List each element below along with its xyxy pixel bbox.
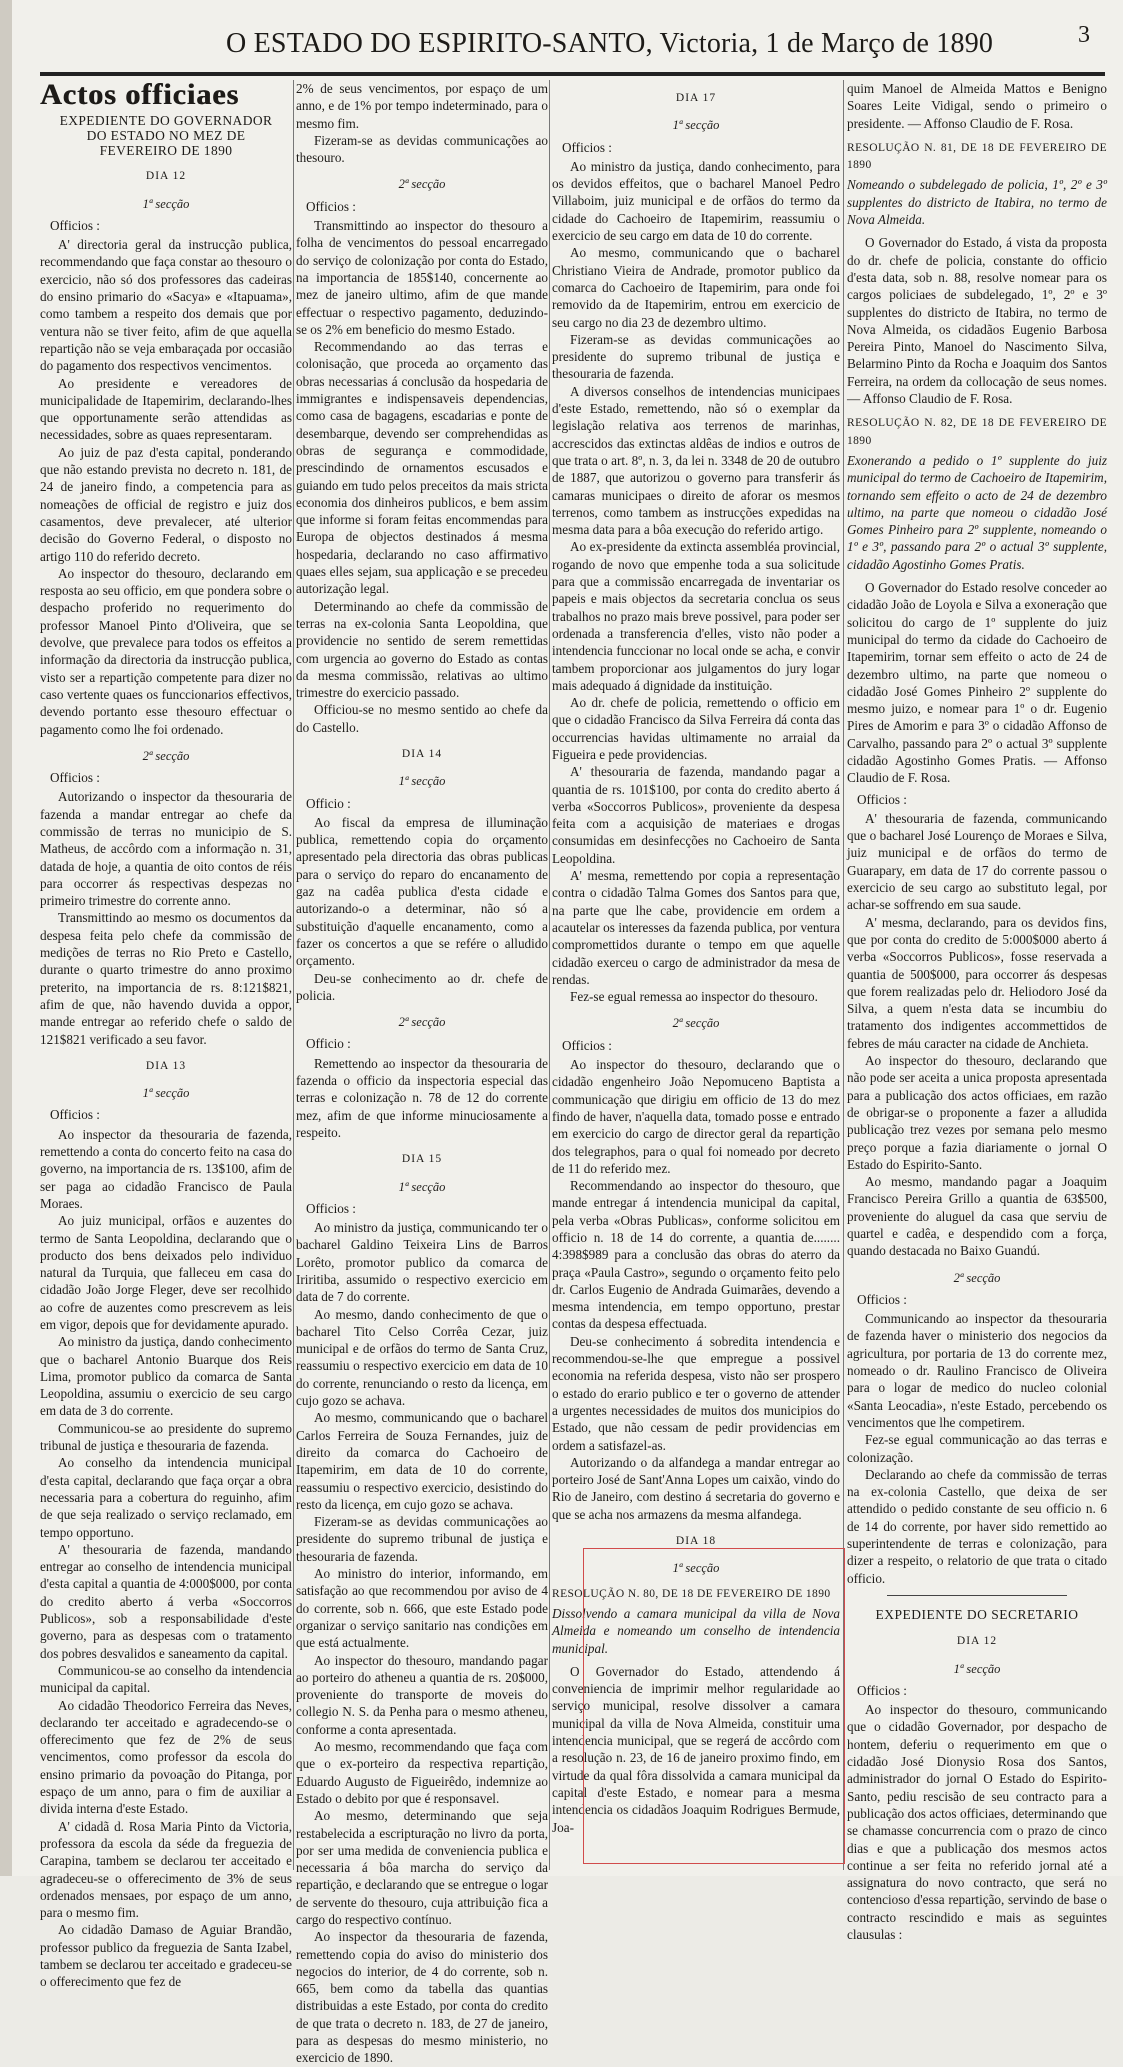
resolution-summary: Exonerando a pedido o 1º supplente do juiz municipal do termo de Cachoeiro de Itapemirim, tornando sem effeito o acto de 24 de dezembro ultimo, na parte que nomeou o cidadão José Gomes Pinheiro para 2º supplente, nomeando o 1º e 3º, passando para 2º o actual 3º supplente, cidadão Agostinho Gomes Pratis. <box>847 452 1107 572</box>
paragraph: Ao mesmo, recommendando que faça com que o ex-porteiro da respectiva repartição, Eduardo Augusto de Figueirêdo, indemnize ao Estado o debito por que é responsavel. <box>296 1739 548 1806</box>
paragraph: Fez-se egual remessa ao inspector do thesouro. <box>570 989 818 1005</box>
paragraph: 2% de seus vencimentos, por espaço de um anno, e de 1% por tempo indeterminado, para o mesmo fim. <box>296 81 548 131</box>
paragraph: Transmittindo ao mesmo os documentos da despesa feita pelo chefe da commissão de medições de terras no Rio Preto e Castello, durante o quarto trimestre do anno proximo preterito, na importancia de rs. 8:121$821, afim de que, não havendo duvida a oppor, mande entregar ao referido chefe o saldo de 121$821 verificado a seu favor. <box>40 910 292 1047</box>
paragraph: Ao mesmo, determinando que seja restabelecida a escripturação no livro da porta, por ser uma medida de conveniencia publica e necessaria á bôa marcha do serviço da repartição, e declarando que se entregue o logar de servente do thesouro, cuja attribuição fica a cargo do respectivo contínuo. <box>296 1808 548 1927</box>
section-label: 1ª secção <box>672 1561 720 1576</box>
paragraph: Ao mesmo, mandando pagar a Joaquim Francisco Pereira Grillo a quantia de 63$500, proveniente do aluguel da casa que serviu de quartel e cadêa, e despendido com a força, quando destacada no Baixo Guandú. <box>847 1174 1107 1259</box>
officios-label: Officios : <box>306 1200 356 1216</box>
paragraph: Ao ministro da justiça, communicando ter o bacharel Galdino Teixeira Lins de Barros Lorêto, promotor publico da comarca de Iriritiba, assumido o respectivo exercicio em data de 7 do corrente. <box>296 1220 548 1305</box>
paragraph: A' thesouraria de fazenda, communicando que o bacharel José Lourenço de Moraes e Silva, juiz municipal e de orfãos do termo de Guarapary, em data de 17 do corrente passou o exercicio de seu cargo ao substituto legal, por achar-se soffrendo em sua saude. <box>847 810 1107 913</box>
section-heading: Actos officiaes <box>40 78 240 111</box>
day-heading: DIA 15 <box>401 1153 443 1166</box>
paragraph: Ao inspector do thesouro, communicando que o cidadão Governador, por despacho de hontem, deferiu o requerimento em que o cidadão José Dionysio Rosa dos Santos, administrador do jornal O Estado do Espirito-Santo, pediu rescisão de seu contracto para a publicação dos actos officiaes, determinando que se chamasse concurrencia com o prazo de cinco dias e que a publicação dos mesmos actos continue a ser feita no referido jornal até a assignatura do novo contracto, que será no contencioso d'essa repartição, servindo de base o contracto rescindido e mais as seguintes clausulas : <box>847 1702 1107 1942</box>
officios-label: Officios : <box>562 139 612 155</box>
resolution-heading: RESOLUÇÃO N. 80, DE 18 DE FEVEREIRO DE 1890 <box>552 1587 831 1600</box>
section-label: 1ª secção <box>398 774 446 789</box>
column-divider <box>549 80 550 1870</box>
paragraph: Ao dr. chefe de policia, remettendo o officio em que o cidadão Francisco da Silva Ferreira dá conta das occurrencias havidas ultimamente no arraial da Figueira e pede providencias. <box>552 695 840 762</box>
paragraph: A diversos conselhos de intendencias municipaes d'este Estado, remettendo, não só o exemplar da legislação relativa aos terrenos de marinhas, accrescidos das extinctas aldêas de indios e outros de que trata o art. 8º, n. 3, da lei n. 3348 de 20 de outubro de 1887, que autorizou o governo para transferir ás camaras municipaes o direito de aforar os mesmos terrenos, como tambem as instrucções expedidas na mesma data para a bôa execução do referido artigo. <box>552 383 840 538</box>
section-label: 2ª secção <box>398 177 446 192</box>
paragraph: Ao ministro da justiça, dando conhecimento que o bacharel Antonio Buarque dos Reis Lima, promotor publico da comarca de Santa Leopoldina, assumiu o exercicio de seu cargo em data de 3 do corrente. <box>40 1334 292 1419</box>
paragraph: Fizeram-se as devidas communicações ao presidente do supremo tribunal de justiça e thesouraria de fazenda. <box>552 331 840 382</box>
officios-label: Officios : <box>306 198 356 214</box>
officio-label: Officio : <box>306 795 351 811</box>
officios-label: Officios : <box>50 217 100 233</box>
officios-label: Officios : <box>50 770 100 786</box>
day-heading: DIA 12 <box>956 1635 998 1648</box>
paragraph: A' thesouraria de fazenda, mandando pagar a quantia de rs. 101$100, por conta do credito aberto á verba «Soccorros Publicos», proveniente da despesa feita com a acquisição de materiaes e drogas consumidas em desinfecções no Cachoeiro de Santa Leopoldina. <box>552 764 840 866</box>
paragraph: Ao inspector do thesouro, declarando que não pode ser aceita a unica proposta apresentada para a publicação dos actos officiaes, em razão de obrigar-se o proponente a fazer a alludida publicação trez vezes por semana pelo mesmo preço porque a fazia diariamente o jornal O Estado do Espirito-Santo. <box>847 1053 1107 1172</box>
officios-label: Officios : <box>857 1682 907 1698</box>
section-label: 2ª secção <box>672 1016 720 1031</box>
officio-label: Officio : <box>306 1036 351 1052</box>
paragraph: Ao ministro do interior, informando, em satisfação ao que recommendou por aviso de 4 do corrente, sob n. 666, que este Estado pode organizar o serviço sanitario nas condições em que está actualmente. <box>296 1566 548 1651</box>
paragraph: Transmittindo ao inspector do thesouro a folha de vencimentos do pessoal encarregado do serviço de colonização por conta do Estado, na importancia de 185$140, concernente ao mez de janeiro ultimo, afim de que mande effectuar o respectivo pagamento, deduzindo-se os 2% em beneficio do mesmo Estado. <box>296 218 548 337</box>
paragraph: Ao juiz municipal, orfãos e auzentes do termo de Santa Leopoldina, declarando que o producto dos bens deixados pelo individuo natural da Turquia, que falleceu em casa do cidadão João Jorge Fleger, deve ser recolhido ao cofre de auzentes como prescrevem as leis em vigor, depois que for devidamente apurado. <box>40 1213 292 1332</box>
paragraph: Communicando ao inspector da thesouraria de fazenda haver o ministerio dos negocios da agricultura, por portaria de 13 do corrente mez, nomeado o dr. Raulino Francisco de Oliveira para o logar de medico do nucleo colonial «Santa Leocadia», n'este Estado, percebendo os vencimentos que lhe competirem. <box>847 1311 1107 1430</box>
section-label: 2ª secção <box>142 748 190 763</box>
section-label: 1ª secção <box>953 1661 1001 1676</box>
paragraph: quim Manoel de Almeida Mattos e Benigno Soares Leite Vidigal, sendo o primeiro o presidente. — Affonso Claudio de F. Rosa. <box>847 81 1107 131</box>
section-label: 1ª secção <box>672 118 720 133</box>
paragraph: Communicou-se ao conselho da intendencia municipal da capital. <box>40 1662 292 1696</box>
paragraph: Declarando ao chefe da commissão de terras na ex-colonia Castello, que deixa de ser attendido o pedido constante de seu officio n. 6 de 14 do corrente, por haver sido remettido ao superintendente de terras e colonização, para dizer a respeito, o relatorio de que trata o citado officio. <box>847 1466 1107 1586</box>
paragraph: Fizeram-se as devidas communicações ao thesouro. <box>296 132 548 166</box>
expediente-secretario-heading: EXPEDIENTE DO SECRETARIO <box>875 1606 1079 1622</box>
day-heading: DIA 14 <box>401 747 443 760</box>
paragraph: Recommendando ao inspector do thesouro, que mande entregar á intendencia municipal da capital, pela verba «Obras Publicas», conforme solicitou em officio n. 18 de 14 do corrente, a quantia de........ 4:398$989 para a conclusão das obras do aterro da praça «Paula Castro», segundo o orçamento feito pelo dr. Carlos Eugenio de Andrada Guimarães, devendo a mesma intendencia, em tempo opportuno, prestar contas da despesa effectuada. <box>552 1178 840 1332</box>
paragraph: Ao fiscal da empresa de illuminação publica, remettendo copia do orçamento apresentado pela directoria das obras publicas para o serviço do reparo do encanamento de gaz na cadêa publica d'esta cidade e autorizando-o a determinar, não só a substituição d'aquelle encanamento, como a fazer os concertos a que se refére o alludido orçamento. <box>296 814 548 969</box>
officios-label: Officios : <box>857 791 907 807</box>
paragraph: Ao ex-presidente da extincta assembléa provincial, rogando de novo que empenhe toda a sua solicitude para que a commissão encarregada de inventariar os papeis e mais objectos da secretaria conclua os seus trabalhos no prazo mais breve possivel, para poder ser ordenada a transferencia d'elles, visto não poder a intendencia funccionar no local onde se acha, e convir tambem proporcionar aos julgamentos do jury logar mais adequado á dignidade da instituição. <box>552 539 840 693</box>
paragraph: Ao inspector do thesouro, declarando em resposta ao seu officio, em que pondera sobre o despacho proferido no requerimento do professor Manoel Pinto d'Oliveira, que se devolve, que prevalece para todos os effeitos a informação da directoria da instrucção publica, visto ser a repartição competente para dizer no caso vertente quaes os funccionarios effectivos, devendo portanto esse thesouro effectuar o pagamento como lhe foi ordenado. <box>40 565 292 737</box>
paragraph: Ao inspector da thesouraria de fazenda, remettendo a conta do concerto feito na casa do governo, na importancia de rs. 13$100, afim de ser paga ao cidadão Francisco de Paula Moraes. <box>40 1126 292 1211</box>
paragraph: Communicou-se ao presidente do supremo tribunal de justiça e thesouraria de fazenda. <box>40 1420 292 1454</box>
page-number: 3 <box>1078 22 1090 48</box>
day-heading: DIA 17 <box>675 92 717 104</box>
paragraph: Ao presidente e vereadores de municipalidade de Itapemirim, declarando-lhes que opportunamente serão attendidas as necessidades, sobre as quaes representaram. <box>40 375 292 443</box>
paragraph: Fez-se egual communicação ao das terras e colonização. <box>847 1432 1107 1465</box>
day-heading: DIA 13 <box>145 1059 187 1072</box>
paragraph: Ao ministro da justiça, dando conhecimento, para os devidos effeitos, que o bacharel Manoel Pedro Villaboim, juiz municipal e de orfãos do termo da cidade do Cachoeiro de Itapemirim, reassumiu o exercicio de seu cargo em data de 10 do corrente. <box>552 158 840 244</box>
section-label: 2ª secção <box>398 1015 446 1030</box>
resolution-heading: RESOLUÇÃO N. 81, DE 18 DE FEVEREIRO DE 1890 <box>847 141 1107 172</box>
paragraph: Ao mesmo, dando conhecimento de que o bacharel Tito Celso Corrêa Cezar, juiz municipal e de orfãos do termo de Santa Cruz, reassumiu o respectivo exercicio em data de 10 do corrente, renunciando o resto da licença, em cujo gozo se achava. <box>296 1306 548 1409</box>
section-divider <box>887 1595 1067 1596</box>
paragraph: Ao inspector do thesouro, declarando que o cidadão engenheiro João Nepomuceno Baptista a communicação que dirigiu em officio de 13 do mez findo de haver, n'aquella data, tomado posse e entrado em exercicio do cargo de director geral da repartição dos telegraphos, para o qual foi nomeado por decreto de 11 do referido mez. <box>552 1057 840 1176</box>
highlight-box <box>583 1548 845 1864</box>
paragraph: A' directoria geral da instrucção publica, recommendando que faça constar ao thesouro o exercicio, não só dos professores das cadeiras do ensino primario do «Sacya» e «Itapuama», como tambem a respeito dos demais que por ventura não se tiver feito, afim de que aquella repartição não se veja embaraçada por occasião do pagamento dos respectivos vencimentos. <box>40 237 292 374</box>
paragraph: Autorizando o inspector da thesouraria de fazenda a mandar entregar ao chefe da commissão de terras no municipio de S. Matheus, de accôrdo com a informação n. 31, datada de hoje, a quantia de oito contos de réis para occorrer ás respectivas despezas no primeiro trimestre do corrente anno. <box>40 789 292 909</box>
paragraph: Recommendando ao das terras e colonisação, que proceda ao orçamento das obras necessarias á conclusão da hospedaria de immigrantes e indispensaveis dependencias, como casa de bagagens, escadarias e ponte de desembarque, devendo ser comprehendidas as obras de segurança e commodidade, prescindindo de ornamentos escusados e guiando em tudo pelos preceitos da mais stricta economia dos dinheiros publicos, e bem assim que informe si foram feitas encommendas para Europa de objectos destinados á mesma hospedaria, declarando no caso affirmativo quaes elles sejam, sua applicação e se precedeu autorização legal. <box>296 339 548 597</box>
paragraph: Ao cidadão Theodorico Ferreira das Neves, declarando ter acceitado e agradecendo-se o offerecimento que fez de 2% de seus vencimentos, como professor da escola do ensino primario da povoação do Pitanga, por espaço de um anno, para o fim de auxiliar a divida interna d'este Estado. <box>40 1697 292 1817</box>
paragraph: Ao cidadão Damaso de Aguiar Brandão, professor publico da freguezia de Santa Izabel, tambem se declarou ter acceitado e gradeceu-se o offerecimento que fez de <box>40 1922 292 1990</box>
column-4 <box>847 80 1107 1942</box>
officios-label: Officios : <box>50 1107 100 1123</box>
masthead <box>40 22 1090 70</box>
section-label: 1ª secção <box>142 196 190 211</box>
paragraph: Fizeram-se as devidas communicações ao presidente do supremo tribunal de justiça e thesouraria de fazenda. <box>296 1514 548 1564</box>
paragraph: A' mesma, remettendo por copia a representação contra o cidadão Talma Gomes dos Santos para que, na parte que lhe cabe, providencie em ordem a acautelar os interesses da fazenda publica, por ventura compromettidos durante o tempo em que aquelle cidadão exerceu o cargo de administrador da mesa de rendas. <box>552 868 840 987</box>
paragraph: Ao inspector da thesouraria de fazenda, remettendo copia do aviso do ministerio dos negocios do interior, de 4 do corrente, sob n. 665, bem como da tabella das quantias distribuidas a este Estado, por conta do credito de que trata o decreto n. 183, de 27 de janeiro, para as despesas do mesmo ministerio, no exercicio de 1890. <box>296 1929 548 2066</box>
day-heading: DIA 18 <box>675 1535 717 1548</box>
resolution-summary: Nomeando o subdelegado de policia, 1º, 2º e 3º supplentes do districto de Itabira, no termo de Nova Almeida. <box>847 177 1107 228</box>
paragraph: A' cidadã d. Rosa Maria Pinto da Victoria, professora da escola da séde da freguezia de Carapina, tambem se declarou ter acceitado e agradeceu-se o offerecimento de 3% de seus ordenados mensaes, por espaço de um anno, para o mesmo fim. <box>40 1818 292 1921</box>
paragraph: Determinando ao chefe da commissão de terras na ex-colonia Santa Leopoldina, que providencie no sentido de serem remettidas com urgencia ao governo do Estado as contas da mesma commissão, relativas ao ultimo trimestre do exercicio passado. <box>296 598 548 701</box>
paragraph: A' thesouraria de fazenda, mandando entregar ao conselho de intendencia municipal d'esta capital a quantia de 4:000$000, por conta do credito aberto á verba «Soccorros Publicos», sob a responsabilidade d'este governo, para as despesas com o tratamento dos pobres desvalidos e saneamento da capital. <box>40 1541 292 1661</box>
paragraph: O Governador do Estado resolve conceder ao cidadão João de Loyola e Silva a exoneração que solicitou do cargo de 1º supplente do juiz municipal do termo da cidade do Cachoeiro de Itapemirim, tornar sem effeito o acto de 24 de dezembro ultimo, na parte que nomeou o cidadão José Gomes Pinheiro 2º supplente do mesmo juizo, e nomear para 1º o dr. Eugenio Pires de Amorim e para 3º o cidadão Affonso de Carvalho, passando para 2º o actual 3º supplente cidadão Agostinho Gomes Pratis. — Affonso Claudio de F. Rosa. <box>847 580 1107 786</box>
resolution-heading: RESOLUÇÃO N. 82, DE 18 DE FEVEREIRO DE 1890 <box>847 417 1107 447</box>
paragraph: Ao juiz de paz d'esta capital, ponderando que não estando prevista no decreto n. 181, de 24 de janeiro findo, a competencia para as nomeações de official de registro e juiz dos casamentos, deve prevalecer, até ulterior decisão do Governo Federal, o disposto no artigo 110 do referido decreto. <box>40 444 292 564</box>
paragraph: Ao conselho da intendencia municipal d'esta capital, declarando que faça orçar a obra necessaria para a cobertura do reguinho, afim de que seja realizado o serviço reclamado, em tempo opportuno. <box>40 1455 292 1540</box>
officios-label: Officios : <box>857 1291 907 1307</box>
officios-label: Officios : <box>562 1037 612 1053</box>
page-edge <box>0 0 12 1876</box>
resolution-summary: Dissolvendo a camara municipal da villa de Nova Almeida e nomeando um conselho de intendencia municipal. <box>552 1605 840 1656</box>
paragraph: A' mesma, declarando, para os devidos fins, que por conta do credito de 5:000$000 aberto á verba «Soccorros Publicos», fosse reservada a quantia de 500$000, para occorrer ás despesas que forem realizadas pelo dr. Heliodoro José da Silva, a quem n'esta data se incumbiu do tratamento dos indigentes accommettidos de febres de máu caracter na cidade de Anchieta. <box>847 914 1107 1051</box>
paragraph: Remettendo ao inspector da thesouraria de fazenda o officio da inspectoria especial das terras e colonização n. 78 de 12 do corrente mez, afim de que informe minuciosamente a respeito. <box>296 1055 548 1140</box>
column-1 <box>40 78 292 1990</box>
section-label: 1ª secção <box>142 1086 190 1101</box>
day-heading: DIA 12 <box>145 170 187 183</box>
paragraph: Ao mesmo, communicando que o bacharel Carlos Ferreira de Souza Fernandes, juiz de direito da comarca do Cachoeiro de Itapemirim, em data de 10 do corrente, reassumiu o respectivo exercicio, desistindo do resto da licença, em cujo gozo se achava. <box>296 1410 548 1512</box>
column-2 <box>296 80 548 2066</box>
expediente-heading: EXPEDIENTE DO GOVERNADOR DO ESTADO NO MEZ DE FEVEREIRO DE 1890 <box>59 113 273 159</box>
paragraph: Autorizando o da alfandega a mandar entregar ao porteiro José de Sant'Anna Lopes um caixão, vindo do Rio de Janeiro, com destino á secretaria do governo e que se acha nos armazens da mesma alfandega. <box>552 1454 840 1522</box>
section-label: 1ª secção <box>398 1179 446 1194</box>
paragraph: Deu-se conhecimento ao dr. chefe de policia. <box>296 970 548 1003</box>
paragraph: Ao inspector do thesouro, mandando pagar ao porteiro do atheneu a quantia de rs. 20$000, proveniente do transporte de moveis do collegio N. S. da Penha para o mesmo atheneu, conforme a conta apresentada. <box>296 1652 548 1737</box>
paragraph: O Governador do Estado, attendendo á conveniencia de imprimir melhor regularidade ao serviço municipal, resolve dissolver a camara municipal da villa de Nova Almeida, constituir uma intendencia municipal, que se regerá de accôrdo com a resolução n. 23, de 16 de janeiro proximo findo, em virtude da qual fôra dissolvida a camara municipal da capital d'este Estado, e nomear para a mesma intendencia os cidadãos Joaquim Rodrigues Bermude, Joa- <box>552 1663 840 1835</box>
paragraph: Ao mesmo, communicando que o bacharel Christiano Vieira de Andrade, promotor publico da comarca do Cachoeiro de Itapemirim, para onde foi removido da de Itapemirim, entrou em exercicio de seu cargo no dia 23 de dezembro ultimo. <box>552 245 840 330</box>
paragraph: Deu-se conhecimento á sobredita intendencia e recommendou-se-lhe que empregue a possivel economia na referida despesa, visto não ser prospero o estado do erario publico e ter o governo de attender a urgentes necessidades de muitos dos municipios do Estado, que não cessam de pedir providencias em ordem a satisfazel-as. <box>552 1333 840 1453</box>
header-rule <box>40 72 1105 76</box>
column-divider <box>293 80 294 1870</box>
section-label: 2ª secção <box>953 1270 1001 1285</box>
paragraph: O Governador do Estado, á vista da proposta do dr. chefe de policia, constante do officio d'esta data, sob n. 88, resolve nomear para os cargos policiaes de subdelegado, 1º, 2º e 3º supplentes do districto de Itabira, no termo de Nova Almeida, os cidadãos Eugenio Barbosa Pereira Pinto, Manoel do Nascimento Silva, Belarmino Pinto da Rocha e Joaquim dos Santos Ferreira, na ordem da collocação de seus nomes. — Affonso Claudio de F. Rosa. <box>847 235 1107 407</box>
newspaper-title-line: O ESTADO DO ESPIRITO-SANTO, Victoria, 1 de Março de 1890 <box>226 28 994 59</box>
paragraph: Officiou-se no mesmo sentido ao chefe da do Castello. <box>296 702 548 735</box>
